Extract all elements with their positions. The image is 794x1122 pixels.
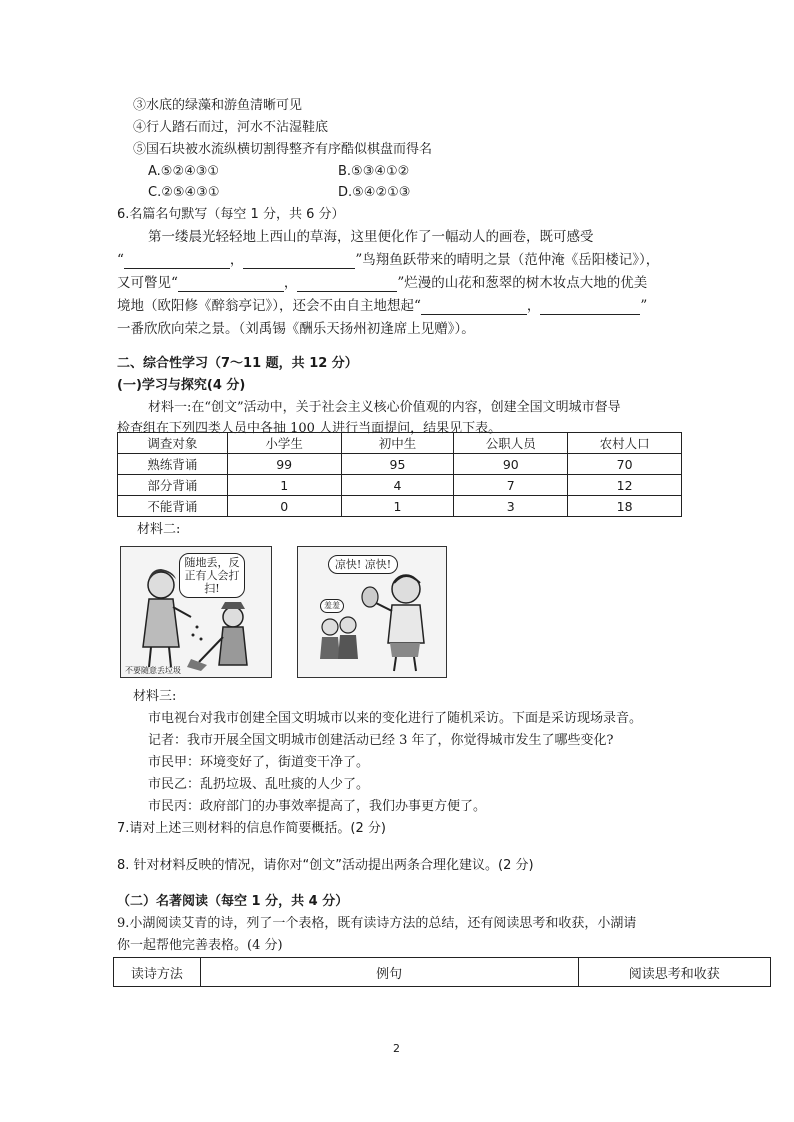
q9-line2: 你一起帮他完善表格。(4 分)	[117, 938, 283, 953]
q6-line4-start: 境地（欧阳修《醉翁亭记》），还会不由自主地想起“	[117, 298, 421, 314]
material3-line3: 市民甲：环境变好了，街道变干净了。	[148, 755, 370, 770]
survey-header-cell: 初中生	[341, 433, 454, 454]
q6-line3	[117, 274, 647, 292]
table-cell: 1	[227, 475, 341, 496]
option-5: ⑤国石块被水流纵横切割得整齐有序酷似棋盘而得名	[133, 142, 433, 157]
blank-4[interactable]	[297, 277, 397, 292]
q6-comma-1: ，	[229, 252, 244, 268]
table-cell: 90	[454, 454, 568, 475]
page-number: 2	[393, 1042, 400, 1055]
row-label: 熟练背诵	[118, 454, 228, 475]
reading-header-cell: 例句	[200, 958, 578, 987]
reading-header-cell: 读诗方法	[114, 958, 201, 987]
table-cell: 1	[341, 496, 454, 517]
choice-d: D.⑤④②①③	[338, 185, 411, 200]
q6-line2-rest: ”鸟翔鱼跃带来的晴明之景（范仲淹《岳阳楼记》），	[355, 252, 660, 268]
q6-comma-3: ，	[526, 298, 541, 314]
blank-3[interactable]	[178, 277, 284, 292]
q6-line3-rest: ”烂漫的山花和葱翠的树木妆点大地的优美	[397, 275, 648, 291]
q6-comma-2: ，	[283, 275, 298, 291]
speech-bubble-small: 羞羞	[320, 599, 344, 613]
material3-label: 材料三:	[133, 689, 177, 704]
reading-table	[113, 957, 771, 987]
reading-header-cell: 阅读思考和收获	[578, 958, 770, 987]
section2-title: 二、综合性学习（7～11 题，共 12 分）	[117, 356, 358, 371]
q6-title: 6.名篇名句默写（每空 1 分，共 6 分）	[117, 207, 345, 222]
table-cell: 0	[227, 496, 341, 517]
question-8: 8. 针对材料反映的情况，请你对“创文”活动提出两条合理化建议。(2 分)	[117, 858, 534, 873]
material3-line2: 记者：我市开展全国文明城市创建活动已经 3 年了，你觉得城市发生了哪些变化?	[148, 733, 614, 748]
q6-line5: 一番欣欣向荣之景。（刘禹锡《酬乐天扬州初逢席上见赠》）。	[117, 321, 475, 337]
reading-header-row	[114, 958, 771, 987]
material2-label: 材料二:	[137, 522, 181, 537]
cartoon-shirtless	[297, 546, 447, 678]
survey-header-row	[118, 433, 682, 454]
q6-open-quote: “	[117, 252, 124, 268]
choice-a: A.⑤②④③①	[148, 164, 220, 179]
survey-header-cell: 农村人口	[568, 433, 682, 454]
survey-header-cell: 小学生	[227, 433, 341, 454]
q6-line4	[117, 297, 647, 315]
row-label: 不能背诵	[118, 496, 228, 517]
blank-1[interactable]	[124, 254, 230, 269]
blank-2[interactable]	[243, 254, 355, 269]
speech-bubble-1: 随地丢，反正有人会打扫!	[179, 553, 245, 598]
q6-line4-end: ”	[640, 298, 648, 314]
material3-line5: 市民丙：政府部门的办事效率提高了，我们办事更方便了。	[148, 799, 487, 814]
option-3: ③水底的绿藻和游鱼清晰可见	[133, 98, 303, 113]
question-7: 7.请对上述三则材料的信息作简要概括。(2 分)	[117, 821, 386, 836]
material3-line1: 市电视台对我市创建全国文明城市以来的变化进行了随机采访。下面是采访现场录音。	[148, 711, 643, 726]
q9-line1: 9.小湖阅读艾青的诗，列了一个表格，既有读诗方法的总结，还有阅读思考和收获，小湖请	[117, 916, 637, 931]
table-cell: 12	[568, 475, 682, 496]
material1-line1: 材料一:在“创文”活动中，关于社会主义核心价值观的内容，创建全国文明城市督导	[148, 400, 621, 415]
q6-line1: 第一缕晨光轻轻地上西山的草海，这里便化作了一幅动人的画卷，既可感受	[148, 229, 594, 245]
table-row	[118, 475, 682, 496]
cartoon-caption: 不要随意丢垃圾	[125, 666, 181, 675]
material1-line2: 检查组在下列四类人员中各抽 100 人进行当面提问，结果见下表。	[117, 421, 502, 436]
survey-header-cell: 调查对象	[118, 433, 228, 454]
option-4: ④行人踏石而过，河水不沾湿鞋底	[133, 120, 329, 135]
table-row	[118, 496, 682, 517]
table-cell: 70	[568, 454, 682, 475]
row-label: 部分背诵	[118, 475, 228, 496]
table-cell: 95	[341, 454, 454, 475]
blank-6[interactable]	[540, 300, 640, 315]
table-cell: 7	[454, 475, 568, 496]
cartoon-littering	[120, 546, 272, 678]
survey-header-cell: 公职人员	[454, 433, 568, 454]
table-cell: 3	[454, 496, 568, 517]
table-cell: 4	[341, 475, 454, 496]
section2b-title: （二）名著阅读（每空 1 分，共 4 分）	[117, 894, 349, 909]
speech-bubble-2: 凉快! 凉快!	[328, 555, 398, 574]
q6-line2	[117, 251, 659, 269]
table-cell: 99	[227, 454, 341, 475]
section2-sub1: (一)学习与探究(4 分)	[117, 378, 246, 393]
table-cell: 18	[568, 496, 682, 517]
choice-b: B.⑤③④①②	[338, 164, 410, 179]
material3-line4: 市民乙：乱扔垃圾、乱吐痰的人少了。	[148, 777, 370, 792]
q6-line3-start: 又可瞥见“	[117, 275, 178, 291]
choice-c: C.②⑤④③①	[148, 185, 220, 200]
table-row	[118, 454, 682, 475]
survey-table	[117, 432, 682, 517]
blank-5[interactable]	[421, 300, 527, 315]
